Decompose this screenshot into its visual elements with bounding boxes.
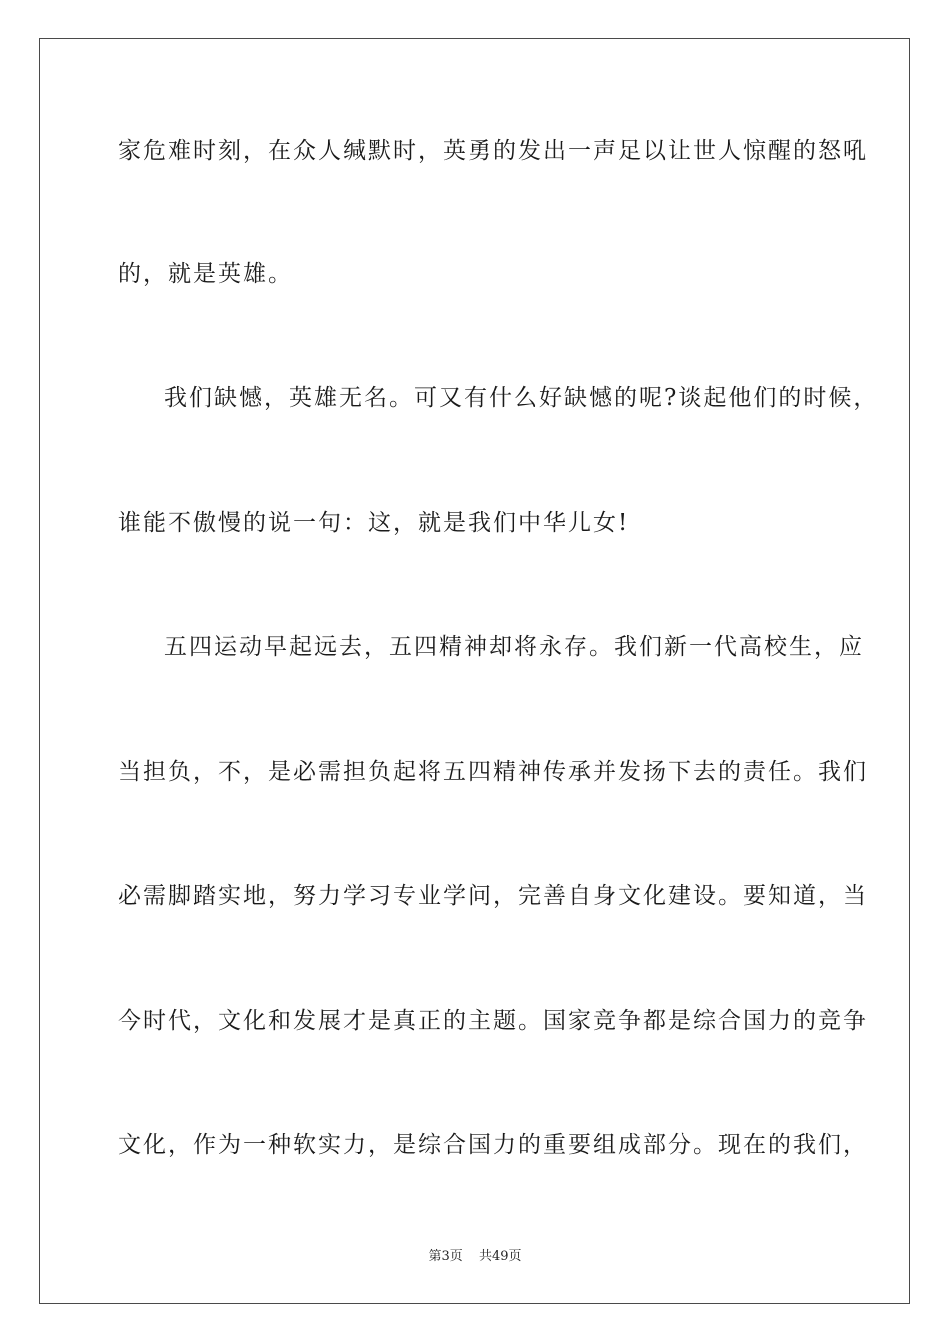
page-number: 第3页 (428, 1249, 463, 1264)
text-line: 必需脚踏实地，努力学习专业学问，完善自身文化建设。要知道，当 (118, 883, 868, 909)
text-line: 今时代，文化和发展才是真正的主题。国家竞争都是综合国力的竞争 (118, 1008, 868, 1034)
text-line: 五四运动早起远去，五四精神却将永存。我们新一代高校生，应 (164, 634, 864, 660)
text-line: 当担负，不，是必需担负起将五四精神传承并发扬下去的责任。我们 (118, 759, 868, 785)
text-line: 我们缺憾，英雄无名。可又有什么好缺憾的呢?谈起他们的时候， (164, 385, 879, 411)
text-line: 文化，作为一种软实力，是综合国力的重要组成部分。现在的我们， (118, 1132, 868, 1158)
page-footer (0, 1248, 950, 1266)
page-total: 共49页 (478, 1249, 522, 1264)
page-border (39, 38, 910, 1304)
text-line: 的，就是英雄。 (118, 261, 293, 287)
text-line: 家危难时刻，在众人缄默时，英勇的发出一声足以让世人惊醒的怒吼 (118, 138, 868, 164)
text-line: 谁能不傲慢的说一句：这，就是我们中华儿女! (118, 510, 630, 536)
